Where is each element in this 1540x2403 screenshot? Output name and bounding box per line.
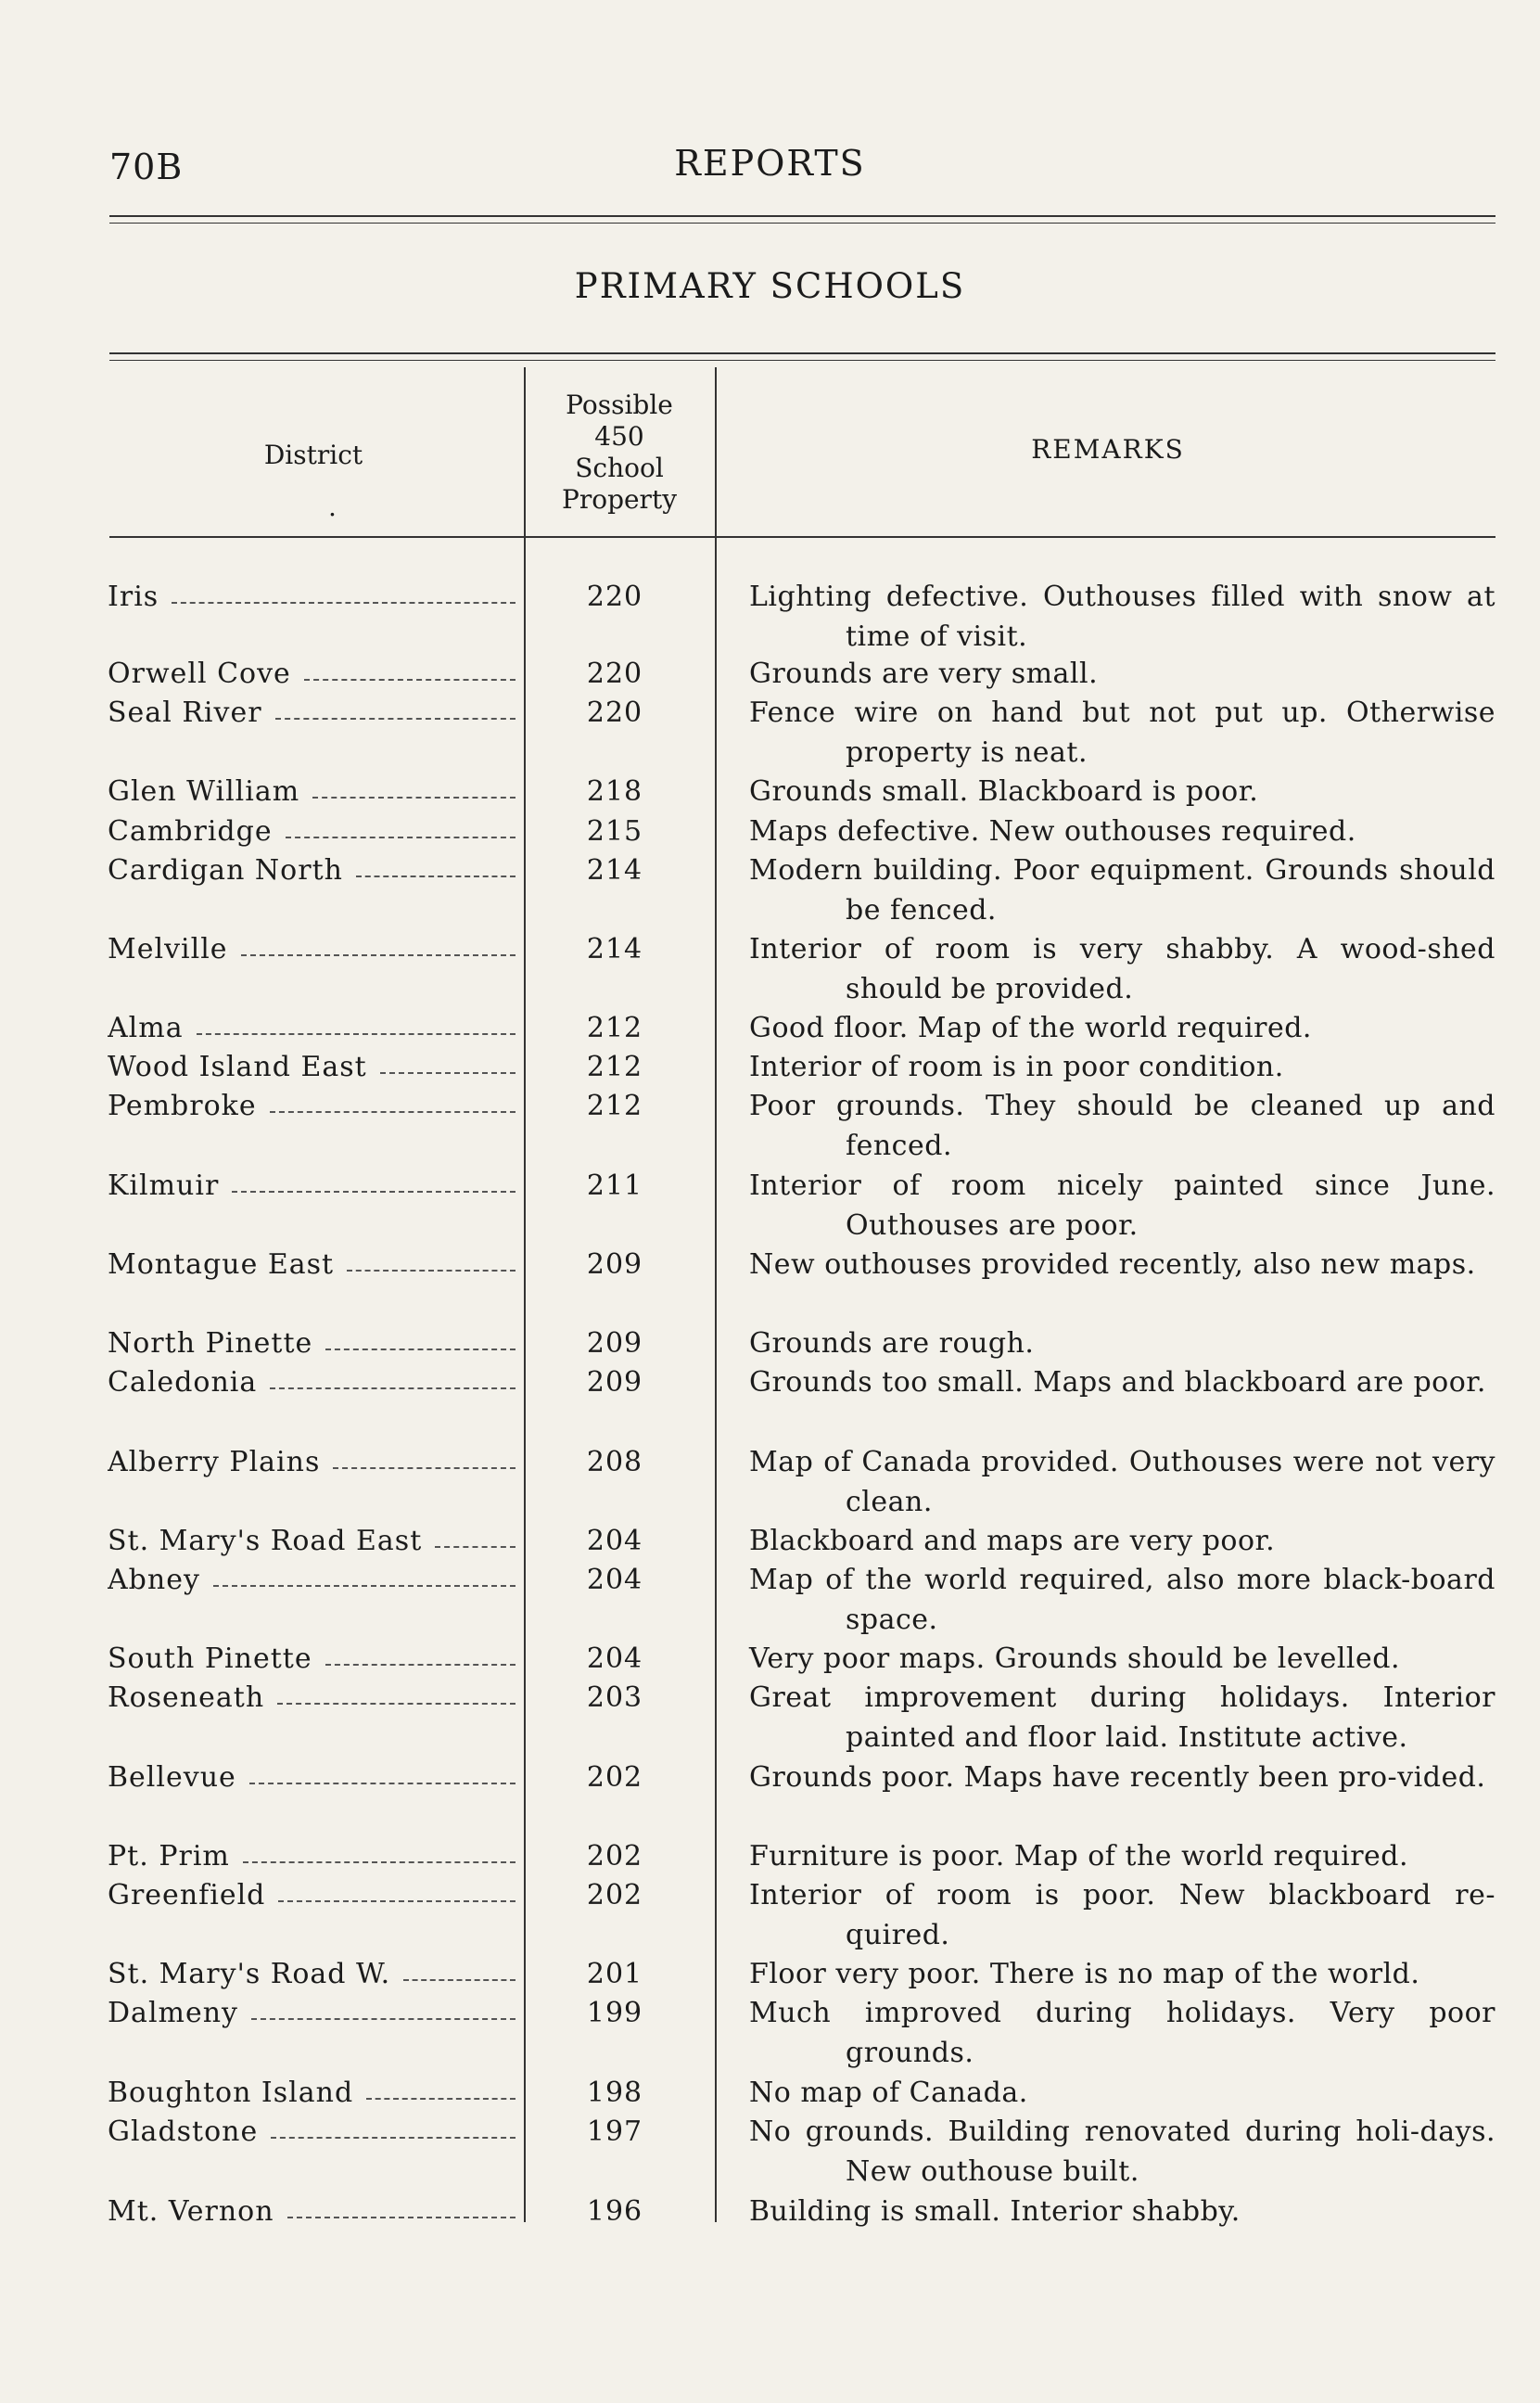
district-cell: [108, 1245, 521, 1285]
district-name: Wood Island East: [108, 1051, 367, 1083]
district-name: Alberry Plains: [108, 1446, 321, 1478]
dot-leader: [275, 718, 515, 720]
district-name: Gladstone: [108, 2115, 259, 2148]
remark-text: Grounds too small. Maps and blackboard are poor.: [749, 1366, 1486, 1399]
table-row: [108, 1166, 1495, 1246]
property-value: 220: [586, 697, 643, 729]
district-name: North Pinette: [108, 1327, 313, 1360]
dot-leader: [347, 1270, 515, 1272]
district-cell: [108, 1362, 521, 1402]
page-number: 70B: [109, 147, 184, 187]
district-cell: [108, 1166, 521, 1206]
dot-leader: [251, 2018, 515, 2020]
dot-leader: [435, 1546, 515, 1548]
column-header-district: District: [263, 440, 363, 470]
table-row: [108, 1560, 1495, 1640]
dot-leader: [312, 797, 515, 799]
remark-text: Furniture is poor. Map of the world required.: [749, 1840, 1409, 1873]
district-name: Dalmeny: [108, 1997, 239, 2029]
table-row: [108, 850, 1495, 930]
property-value: 215: [586, 815, 643, 848]
district-cell: [108, 1875, 521, 1915]
property-value: 220: [586, 658, 643, 690]
district-cell: [108, 1047, 521, 1087]
remark-text: Map of Canada provided. Outhouses were not very clean.: [749, 1446, 1495, 1518]
district-name: Greenfield: [108, 1879, 266, 1911]
district-cell: [108, 1442, 521, 1482]
dot-leader: [277, 1703, 515, 1705]
district-name: Caledonia: [108, 1366, 258, 1399]
district-cell: [108, 2192, 521, 2231]
running-title: REPORTS: [674, 143, 866, 184]
remark-text: Maps defective. New outhouses required.: [749, 815, 1356, 848]
property-value: 211: [586, 1170, 643, 1202]
property-value: 199: [586, 1997, 643, 2029]
district-name: Pt. Prim: [108, 1840, 230, 1873]
dot-leader: [287, 2217, 515, 2218]
dot-leader: [380, 1072, 515, 1074]
remark-text: New outhouses provided recently, also new maps.: [749, 1248, 1476, 1281]
property-value: 209: [586, 1366, 643, 1399]
section-title: PRIMARY SCHOOLS: [574, 266, 966, 306]
district-name: Boughton Island: [108, 2077, 354, 2109]
property-value: 212: [586, 1090, 643, 1122]
property-header-line: School: [575, 453, 664, 483]
property-value: 201: [586, 1958, 643, 1990]
property-value: 202: [586, 1879, 643, 1911]
property-value: 209: [586, 1248, 643, 1281]
remark-text: Great improvement during holidays. Interior painted and floor laid. Institute active.: [749, 1681, 1495, 1754]
table-row: [108, 654, 1495, 694]
dot-leader: [286, 837, 515, 838]
district-cell: [108, 1560, 521, 1600]
district-cell: [108, 772, 521, 812]
district-cell: [108, 693, 521, 733]
dot-leader: [249, 1783, 515, 1784]
district-cell: [108, 577, 521, 617]
property-value: 212: [586, 1012, 643, 1044]
district-name: Iris: [108, 581, 159, 613]
table-row: [108, 1047, 1495, 1087]
remark-text: Grounds small. Blackboard is poor.: [749, 775, 1259, 808]
district-cell: [108, 1639, 521, 1679]
property-value: 203: [586, 1681, 643, 1714]
column-header-remarks: REMARKS: [1031, 434, 1185, 465]
remark-text: Fence wire on hand but not put up. Otherwise property is neat.: [749, 697, 1495, 769]
table-row: [108, 1758, 1495, 1797]
district-name: Mt. Vernon: [108, 2195, 274, 2228]
property-header-line: Property: [561, 484, 678, 515]
dot-leader: [270, 1111, 515, 1113]
district-cell: [108, 1993, 521, 2033]
district-name: South Pinette: [108, 1642, 312, 1675]
table-row: [108, 1521, 1495, 1561]
table-row: [108, 812, 1495, 851]
dot-leader: [197, 1033, 515, 1035]
property-header-line: 450: [594, 421, 644, 452]
property-value: 209: [586, 1327, 643, 1360]
district-name: Roseneath: [108, 1681, 265, 1714]
remark-text: Interior of room is in poor condition.: [749, 1051, 1284, 1083]
district-name: Pembroke: [108, 1090, 257, 1122]
dot-leader: [366, 2098, 515, 2100]
table-row: [108, 1245, 1495, 1285]
table-row: [108, 1875, 1495, 1955]
property-value: 202: [586, 1761, 643, 1794]
remark-text: Map of the world required, also more black-board space.: [749, 1564, 1495, 1636]
district-name: Cardigan North: [108, 854, 343, 887]
district-name: Kilmuir: [108, 1170, 220, 1202]
property-value: 202: [586, 1840, 643, 1873]
dot-leader: [271, 2137, 515, 2139]
district-name: Bellevue: [108, 1761, 236, 1794]
table-row: [108, 2073, 1495, 2113]
property-value: 204: [586, 1642, 643, 1675]
district-cell: [108, 2073, 521, 2113]
remark-text: Grounds poor. Maps have recently been pro-vided.: [749, 1761, 1486, 1794]
dot-leader: [333, 1467, 515, 1469]
table-row: [108, 2192, 1495, 2231]
remark-text: Interior of room is very shabby. A wood-shed should be provided.: [749, 933, 1495, 1005]
dot-leader: [304, 679, 515, 681]
dot-leader: [241, 954, 515, 956]
district-name: Glen William: [108, 775, 300, 808]
remark-text: Modern building. Poor equipment. Grounds should be fenced.: [749, 854, 1495, 927]
district-cell: [108, 812, 521, 851]
remark-text: No grounds. Building renovated during holi-days. New outhouse built.: [749, 2115, 1495, 2188]
district-name: Alma: [108, 1012, 184, 1044]
district-cell: [108, 1086, 521, 1126]
district-name: Montague East: [108, 1248, 335, 1281]
table-row: [108, 1086, 1495, 1166]
dot-leader: [278, 1900, 515, 1902]
property-value: 212: [586, 1051, 643, 1083]
property-value: 218: [586, 775, 643, 808]
table-row: [108, 1639, 1495, 1679]
district-name: Melville: [108, 933, 228, 965]
district-cell: [108, 1836, 521, 1876]
property-value: 214: [586, 854, 643, 887]
remark-text: Interior of room is poor. New blackboard re-quired.: [749, 1879, 1495, 1951]
property-header-line: Possible: [566, 390, 673, 420]
remark-text: Grounds are very small.: [749, 658, 1099, 690]
property-value: 198: [586, 2077, 643, 2109]
property-value: 197: [586, 2115, 643, 2148]
dot-leader: [172, 602, 515, 604]
dot-leader: [243, 1861, 515, 1863]
dot-leader: [356, 876, 515, 877]
dot-leader: [325, 1348, 515, 1350]
table-row: [108, 577, 1495, 657]
district-cell: [108, 654, 521, 694]
property-value: 204: [586, 1564, 643, 1596]
remark-text: No map of Canada.: [749, 2077, 1028, 2109]
dot-leader: [403, 1979, 515, 1981]
remark-text: Interior of room nicely painted since June. Outhouses are poor.: [749, 1170, 1495, 1242]
dot-leader: [325, 1664, 515, 1666]
remark-text: Building is small. Interior shabby.: [749, 2195, 1241, 2228]
remark-text: Blackboard and maps are very poor.: [749, 1525, 1276, 1557]
district-cell: [108, 1758, 521, 1797]
table-row: [108, 2112, 1495, 2192]
remark-text: Grounds are rough.: [749, 1327, 1035, 1360]
property-value: 220: [586, 581, 643, 613]
remark-text: Poor grounds. They should be cleaned up and fenced.: [749, 1090, 1495, 1162]
table-row: [108, 1442, 1495, 1522]
dot-leader: [270, 1387, 515, 1389]
table-row: [108, 1993, 1495, 2073]
district-name: Orwell Cove: [108, 658, 291, 690]
dot-leader: [232, 1191, 515, 1193]
district-cell: [108, 929, 521, 969]
district-cell: [108, 1008, 521, 1048]
remark-text: Very poor maps. Grounds should be levelled.: [749, 1642, 1401, 1675]
property-value: 208: [586, 1446, 643, 1478]
property-value: 214: [586, 933, 643, 965]
remark-text: Lighting defective. Outhouses filled with snow at time of visit.: [749, 581, 1495, 653]
dot-leader: [213, 1585, 515, 1587]
table-row: [108, 1008, 1495, 1048]
table-row: [108, 1678, 1495, 1758]
district-name: Seal River: [108, 697, 262, 729]
header-dot: .: [328, 492, 337, 522]
property-value: 204: [586, 1525, 643, 1557]
remark-text: Good floor. Map of the world required.: [749, 1012, 1312, 1044]
district-cell: [108, 1678, 521, 1718]
table-row: [108, 693, 1495, 773]
remark-text: Much improved during holidays. Very poor grounds.: [749, 1997, 1495, 2069]
remark-text: Floor very poor. There is no map of the world.: [749, 1958, 1420, 1990]
district-cell: [108, 2112, 521, 2152]
table-row: [108, 1954, 1495, 1994]
table-row: [108, 929, 1495, 1009]
district-name: St. Mary's Road East: [108, 1525, 423, 1557]
property-value: 196: [586, 2195, 643, 2228]
table-row: [108, 1362, 1495, 1402]
district-cell: [108, 1323, 521, 1363]
district-cell: [108, 1954, 521, 1994]
district-name: St. Mary's Road W.: [108, 1958, 391, 1990]
district-name: Abney: [108, 1564, 200, 1596]
table-row: [108, 1323, 1495, 1363]
table-row: [108, 1836, 1495, 1876]
table-row: [108, 772, 1495, 812]
district-name: Cambridge: [108, 815, 273, 848]
district-cell: [108, 850, 521, 890]
district-cell: [108, 1521, 521, 1561]
